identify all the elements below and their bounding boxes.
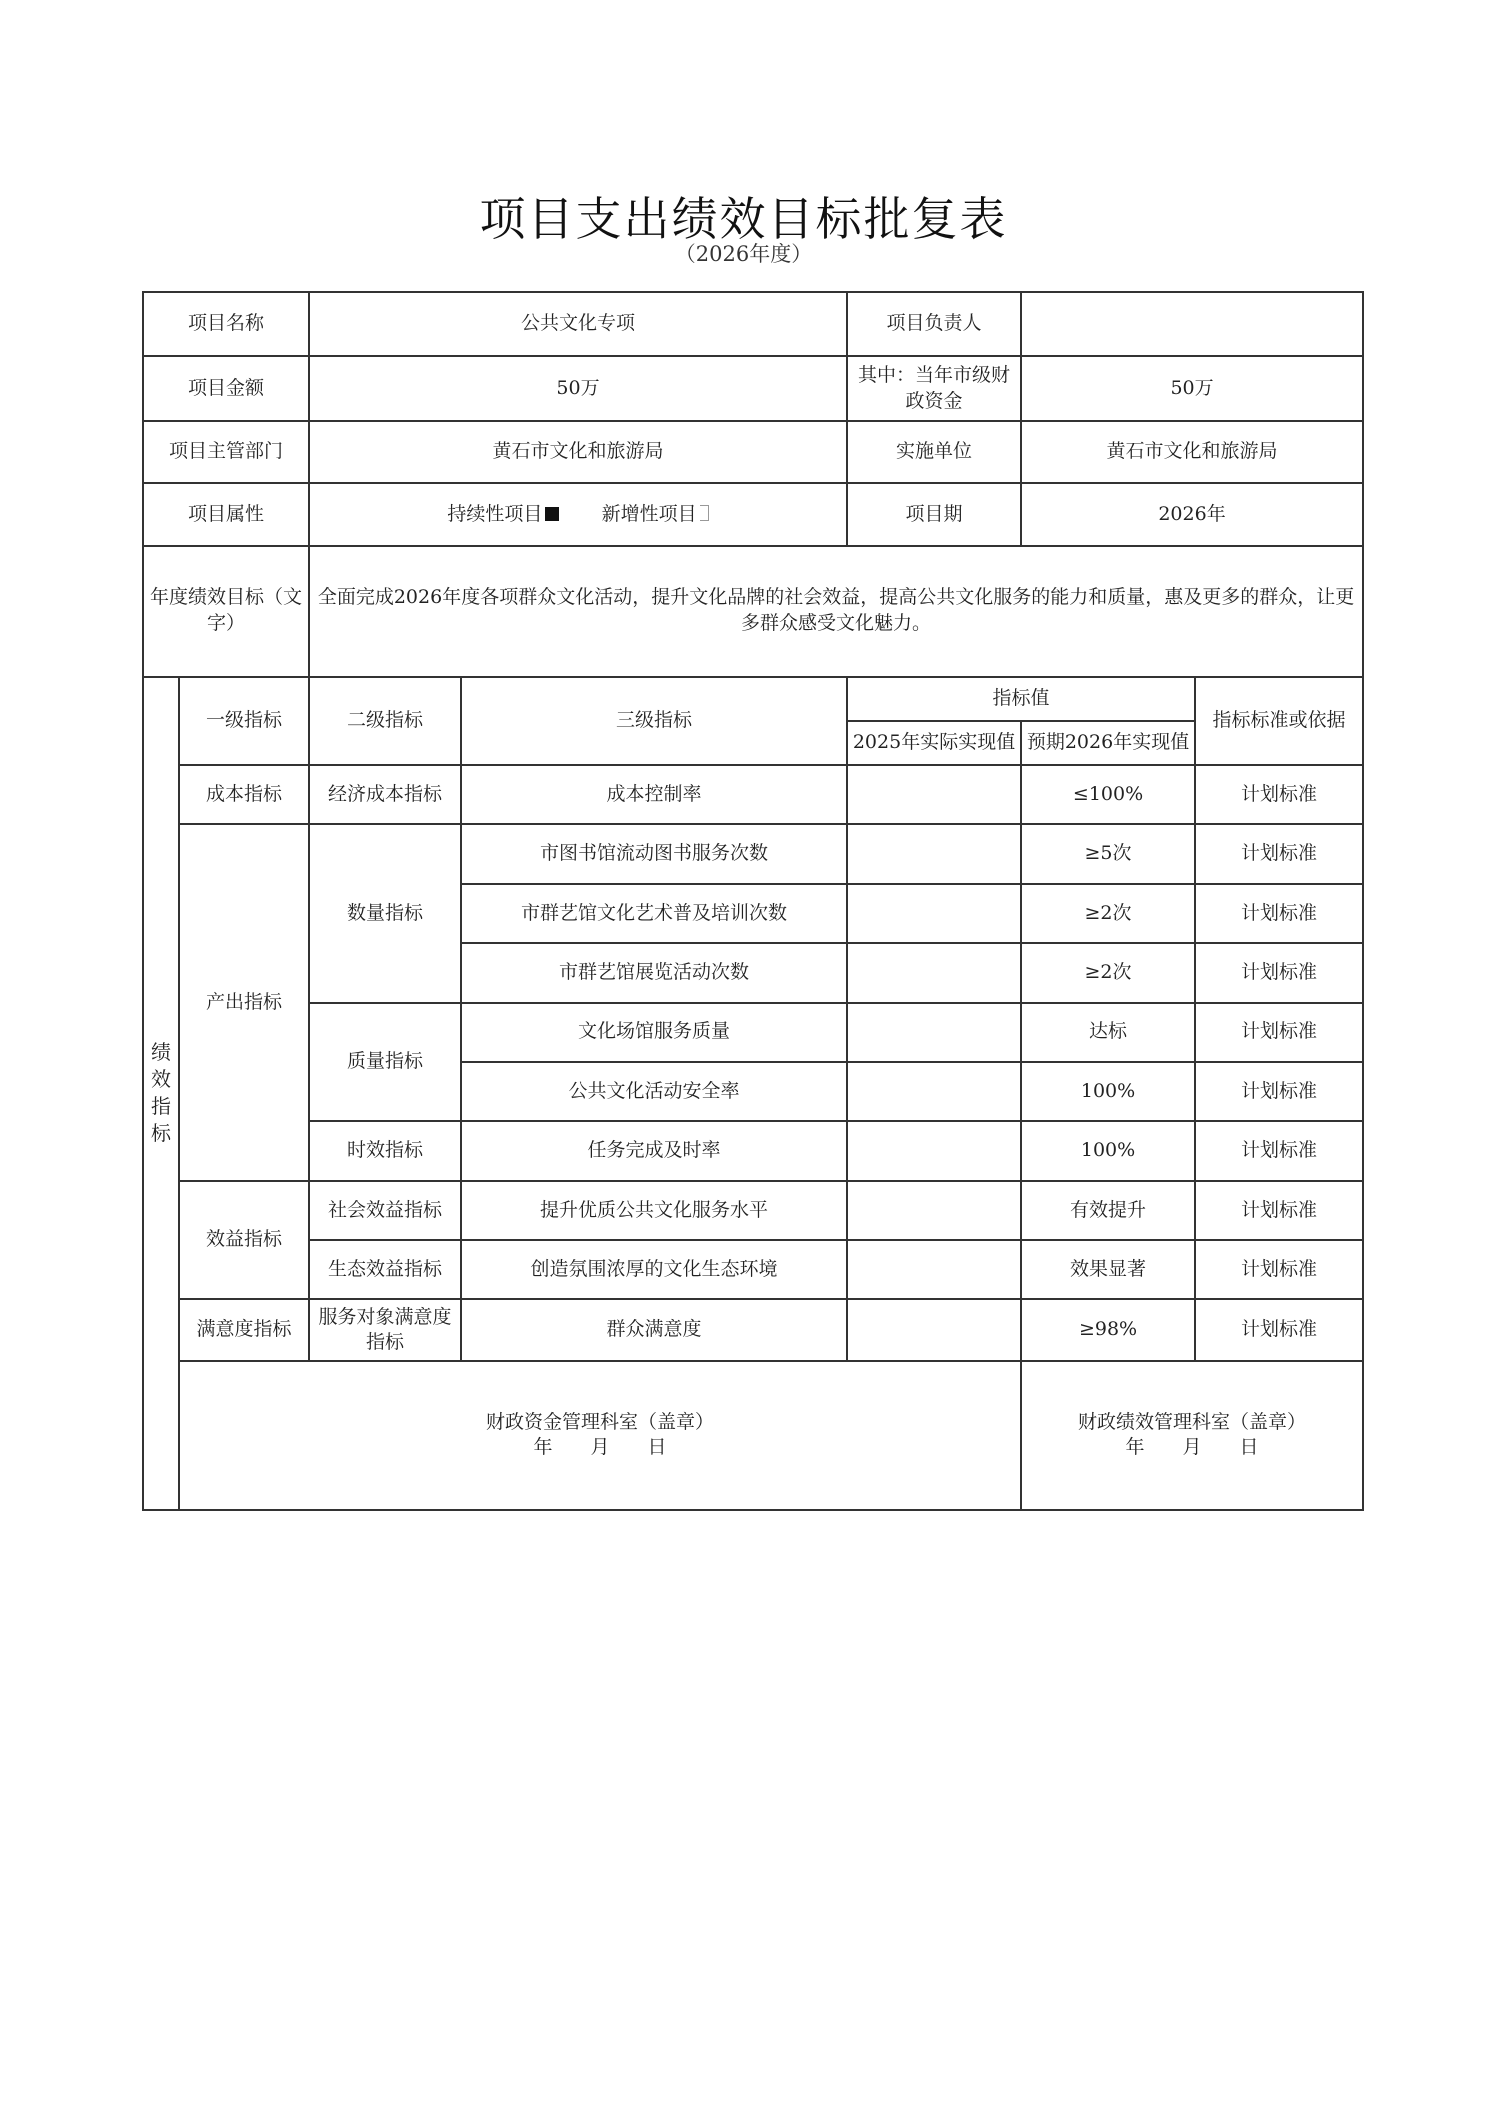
- project-name-value: 公共文化专项: [309, 292, 847, 356]
- indicator-name: 市图书馆流动图书服务次数: [461, 824, 847, 883]
- header-level1: 一级指标: [179, 677, 309, 766]
- level2-quantity: 数量指标: [309, 824, 461, 1002]
- checked-box-icon: [545, 507, 559, 521]
- level1-output: 产出指标: [179, 824, 309, 1180]
- indicator-actual: [847, 824, 1021, 883]
- indicator-expected: 100%: [1021, 1062, 1195, 1121]
- project-amount-value: 50万: [309, 356, 847, 420]
- indicator-standard: 计划标准: [1195, 824, 1363, 883]
- level2-econ-cost: 经济成本指标: [309, 765, 461, 824]
- attr-new-label: 新增性项目: [601, 502, 697, 525]
- indicators-side-label: [143, 677, 179, 1510]
- signature-left-dept: 财政资金管理科室（盖章）: [486, 1410, 715, 1433]
- signature-left-date: 年 月 日: [533, 1436, 667, 1459]
- level1-benefit: 效益指标: [179, 1181, 309, 1300]
- indicator-name: 公共文化活动安全率: [461, 1062, 847, 1121]
- period-label: 项目期: [847, 483, 1021, 545]
- dept-label: 项目主管部门: [143, 421, 309, 483]
- signature-right-date: 年 月 日: [1125, 1436, 1259, 1459]
- level2-eco: 生态效益指标: [309, 1240, 461, 1299]
- indicator-standard: 计划标准: [1195, 1121, 1363, 1180]
- goal-label: 年度绩效目标（文字）: [143, 546, 309, 677]
- indicator-standard: 计划标准: [1195, 943, 1363, 1002]
- indicator-expected: ≥5次: [1021, 824, 1195, 883]
- goal-text: 全面完成2026年度各项群众文化活动，提升文化品牌的社会效益，提高公共文化服务的能力和质量，惠及更多的群众，让更多群众感受文化魅力。: [309, 546, 1363, 677]
- signature-left: [179, 1361, 1021, 1510]
- indicator-actual: [847, 1003, 1021, 1062]
- indicator-expected: 达标: [1021, 1003, 1195, 1062]
- indicator-actual: [847, 943, 1021, 1002]
- signature-right: [1021, 1361, 1363, 1510]
- indicator-actual: [847, 1062, 1021, 1121]
- level2-social: 社会效益指标: [309, 1181, 461, 1240]
- project-name-label: 项目名称: [143, 292, 309, 356]
- impl-unit-value: 黄石市文化和旅游局: [1021, 421, 1363, 483]
- attr-options: [309, 483, 847, 545]
- project-leader-value: [1021, 292, 1363, 356]
- indicator-name: 市群艺馆文化艺术普及培训次数: [461, 884, 847, 943]
- impl-unit-label: 实施单位: [847, 421, 1021, 483]
- attr-continuing-label: 持续性项目: [447, 502, 543, 525]
- indicator-name: 市群艺馆展览活动次数: [461, 943, 847, 1002]
- period-value: 2026年: [1021, 483, 1363, 545]
- indicator-expected: ≥98%: [1021, 1299, 1195, 1360]
- level2-service: 服务对象满意度指标: [309, 1299, 461, 1360]
- indicator-standard: 计划标准: [1195, 1299, 1363, 1360]
- indicator-actual: [847, 1181, 1021, 1240]
- indicator-expected: ≥2次: [1021, 943, 1195, 1002]
- indicator-expected: 有效提升: [1021, 1181, 1195, 1240]
- indicator-actual: [847, 884, 1021, 943]
- header-value: 指标值: [847, 677, 1195, 721]
- indicator-expected: ≤100%: [1021, 765, 1195, 824]
- level1-cost: 成本指标: [179, 765, 309, 824]
- attr-label: 项目属性: [143, 483, 309, 545]
- indicator-expected: 效果显著: [1021, 1240, 1195, 1299]
- indicator-standard: 计划标准: [1195, 1003, 1363, 1062]
- indicator-name: 创造氛围浓厚的文化生态环境: [461, 1240, 847, 1299]
- page-subtitle: （2026年度）: [674, 242, 813, 266]
- signature-right-dept: 财政绩效管理科室（盖章）: [1078, 1410, 1307, 1433]
- project-amount-label: 项目金额: [143, 356, 309, 420]
- indicator-expected: ≥2次: [1021, 884, 1195, 943]
- header-standard: 指标标准或依据: [1195, 677, 1363, 766]
- indicator-actual: [847, 765, 1021, 824]
- header-actual: 2025年实际实现值: [847, 721, 1021, 765]
- indicator-standard: 计划标准: [1195, 1181, 1363, 1240]
- indicator-name: 任务完成及时率: [461, 1121, 847, 1180]
- indicator-expected: 100%: [1021, 1121, 1195, 1180]
- indicator-actual: [847, 1240, 1021, 1299]
- header-level2: 二级指标: [309, 677, 461, 766]
- city-fund-value: 50万: [1021, 356, 1363, 420]
- approval-table: [142, 291, 1364, 1511]
- dept-value: 黄石市文化和旅游局: [309, 421, 847, 483]
- city-fund-label: 其中：当年市级财政资金: [847, 356, 1021, 420]
- header-expected: 预期2026年实现值: [1021, 721, 1195, 765]
- indicator-standard: 计划标准: [1195, 1240, 1363, 1299]
- level2-quality: 质量指标: [309, 1003, 461, 1122]
- indicator-actual: [847, 1299, 1021, 1360]
- indicator-name: 提升优质公共文化服务水平: [461, 1181, 847, 1240]
- level2-timeliness: 时效指标: [309, 1121, 461, 1180]
- indicator-standard: 计划标准: [1195, 884, 1363, 943]
- indicator-name: 成本控制率: [461, 765, 847, 824]
- indicator-name: 文化场馆服务质量: [461, 1003, 847, 1062]
- project-leader-label: 项目负责人: [847, 292, 1021, 356]
- indicator-name: 群众满意度: [461, 1299, 847, 1360]
- page-title: 项目支出绩效目标批复表: [479, 192, 1008, 246]
- header-level3: 三级指标: [461, 677, 847, 766]
- indicators-side-text: 绩效指标: [151, 1040, 171, 1146]
- indicator-standard: 计划标准: [1195, 765, 1363, 824]
- indicator-standard: 计划标准: [1195, 1062, 1363, 1121]
- unchecked-box-icon: [700, 505, 709, 521]
- indicator-actual: [847, 1121, 1021, 1180]
- level1-satisfaction: 满意度指标: [179, 1299, 309, 1360]
